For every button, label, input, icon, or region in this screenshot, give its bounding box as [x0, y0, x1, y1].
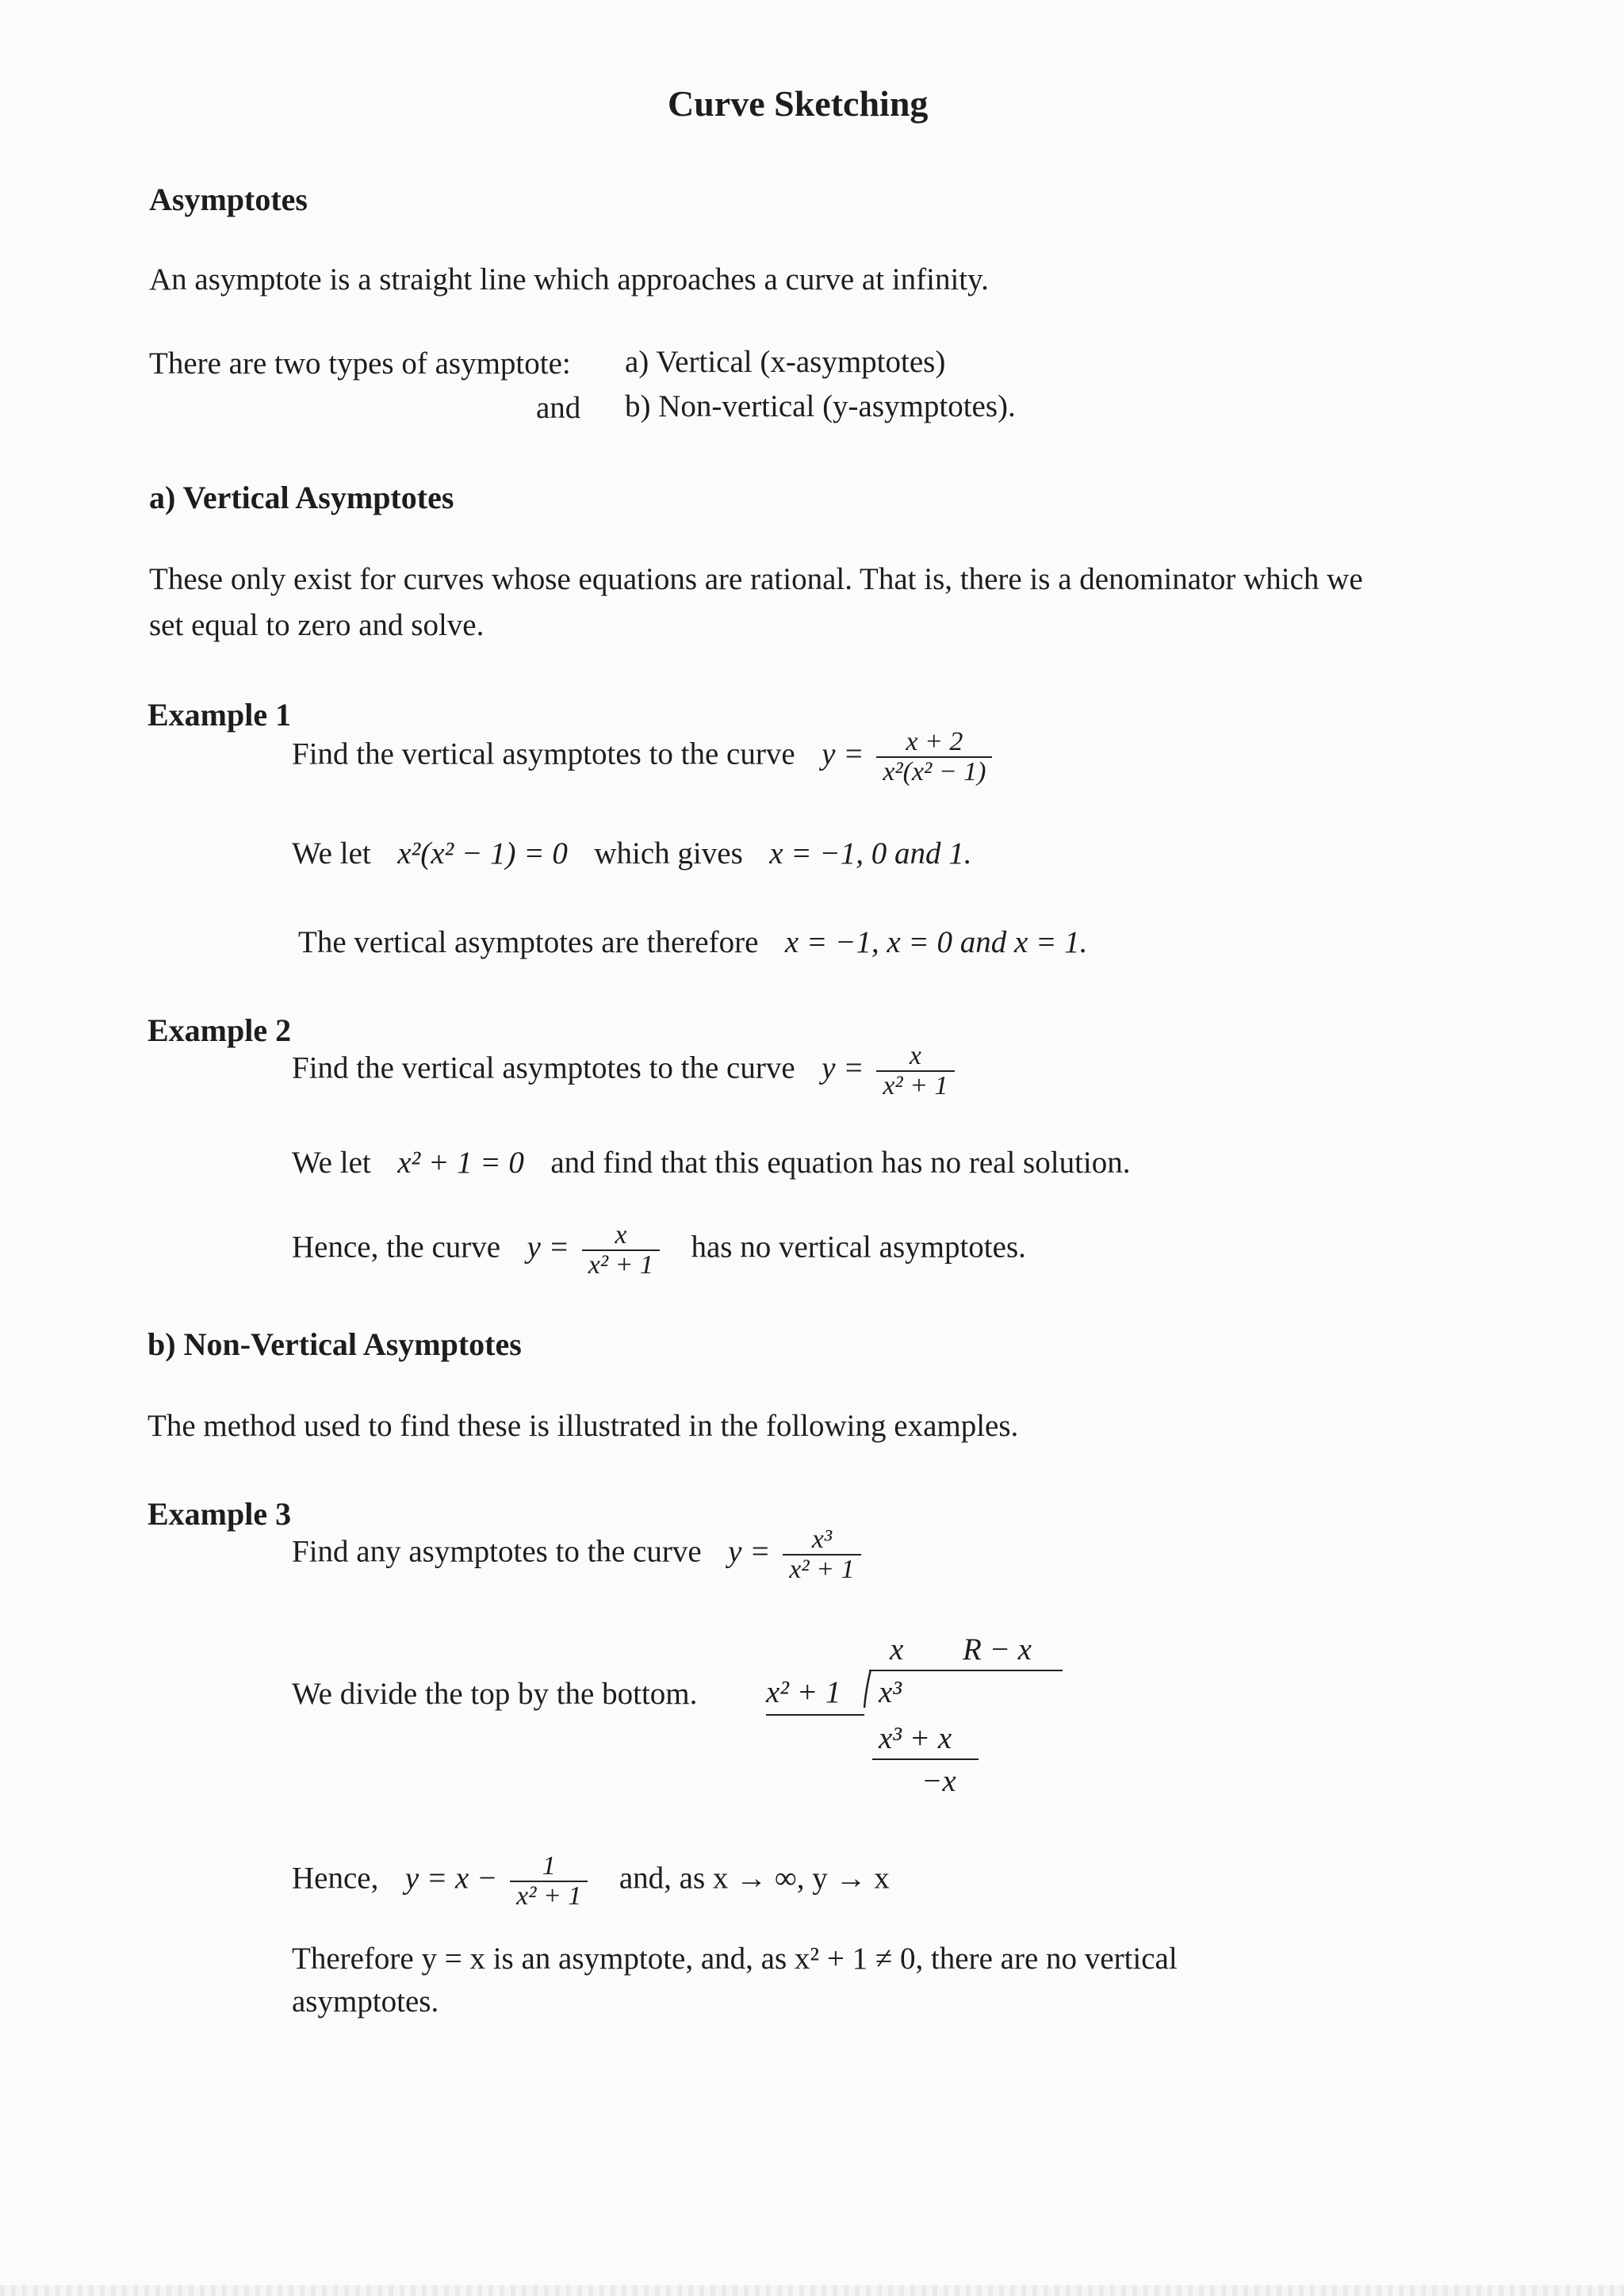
example2-conclusion-a: Hence, the curve: [292, 1230, 501, 1265]
example3-hence-a: Hence,: [292, 1861, 379, 1896]
example3-hence-eq: y = x −: [404, 1861, 498, 1896]
example2-frac-num: x: [909, 1041, 921, 1070]
example3-therefore-line2: asymptotes.: [292, 1984, 439, 2019]
example3-therefore-line1: Therefore y = x is an asymptote, and, as x² + 1 ≠ 0, there are no vertical: [292, 1942, 1178, 1976]
example1-step1-a: We let: [292, 836, 371, 871]
example2-conclusion-fraction: [582, 1221, 660, 1279]
example1-conclusion-b: x = −1, x = 0 and x = 1.: [784, 925, 1088, 959]
division-dividend: x³: [879, 1675, 902, 1709]
nonvertical-para: The method used to find these is illustrated in the following examples.: [147, 1409, 1019, 1443]
example2-frac-den: x² + 1: [876, 1070, 954, 1100]
example2-step1-eq: x² + 1 = 0: [397, 1146, 524, 1180]
vertical-heading: a) Vertical Asymptotes: [149, 480, 454, 515]
example1-prompt: Find the vertical asymptotes to the curve: [292, 737, 795, 771]
example1-conclusion: [298, 924, 1087, 960]
type-a: a) Vertical (x-asymptotes): [625, 345, 946, 379]
example1-y-eq: y =: [822, 737, 864, 771]
example1-fraction: [876, 728, 992, 786]
scan-edge-strip: [0, 2285, 1624, 2296]
example1-step1-eq: x²(x² − 1) = 0: [397, 836, 568, 871]
division-divisor: x² + 1: [766, 1675, 841, 1709]
example3-fraction: [783, 1525, 860, 1583]
example1-step1: [292, 836, 971, 871]
example3-hence: [292, 1852, 890, 1910]
example3-hence-frac-den: x² + 1: [510, 1881, 588, 1911]
division-divisor-underline: [766, 1714, 864, 1716]
example2-fraction: [876, 1042, 954, 1100]
example1-step1-b: which gives: [594, 836, 743, 871]
division-bracket: [863, 1668, 872, 1709]
example2-conclusion-y-eq: y =: [527, 1230, 569, 1265]
and-word: and: [536, 391, 581, 425]
example3-frac-num: x³: [811, 1525, 833, 1554]
types-intro: There are two types of asymptote:: [149, 346, 571, 381]
example3-label: Example 3: [147, 1496, 292, 1532]
example3-hence-fraction: [510, 1852, 588, 1910]
example3-prompt: Find any asymptotes to the curve: [292, 1534, 702, 1569]
division-quotient: x: [890, 1632, 904, 1667]
example2-y-eq: y =: [822, 1050, 864, 1085]
division-top-bar: [869, 1670, 1063, 1671]
asymptotes-heading: Asymptotes: [149, 182, 308, 217]
type-b: b) Non-vertical (y-asymptotes).: [625, 389, 1016, 423]
example3-prompt-line: [292, 1525, 866, 1583]
division-bracket-shape: [863, 1668, 872, 1709]
example2-conclusion-frac-den: x² + 1: [582, 1249, 660, 1280]
example2-label: Example 2: [147, 1012, 292, 1048]
division-remainder-label: R − x: [963, 1632, 1032, 1667]
nonvertical-heading: b) Non-Vertical Asymptotes: [147, 1326, 522, 1362]
example3-divide-text: We divide the top by the bottom.: [292, 1677, 698, 1711]
vertical-para-line1: These only exist for curves whose equations are rational. That is, there is a denominator which we: [149, 562, 1363, 596]
division-subtract-line: x³ + x: [879, 1721, 952, 1755]
example2-conclusion: [292, 1221, 1026, 1279]
example3-y-eq: y =: [728, 1534, 771, 1569]
example3-frac-den: x² + 1: [783, 1554, 860, 1584]
example2-prompt-line: [292, 1042, 959, 1100]
example2-prompt: Find the vertical asymptotes to the curve: [292, 1050, 795, 1085]
example2-step1: [292, 1145, 1131, 1181]
vertical-para-line2: set equal to zero and solve.: [149, 608, 485, 642]
definition-text: An asymptote is a straight line which approaches a curve at infinity.: [149, 262, 989, 297]
example1-frac-den: x²(x² − 1): [876, 756, 992, 786]
example2-conclusion-frac-num: x: [615, 1220, 627, 1249]
example1-conclusion-a: The vertical asymptotes are therefore: [298, 925, 759, 959]
example2-step1-b: and find that this equation has no real solution.: [550, 1146, 1131, 1180]
example2-conclusion-b: has no vertical asymptotes.: [691, 1230, 1026, 1265]
example2-step1-a: We let: [292, 1146, 371, 1180]
example3-hence-frac-num: 1: [542, 1851, 556, 1881]
division-subtract-rule: [872, 1758, 979, 1760]
page-title: Curve Sketching: [668, 83, 929, 124]
example1-label: Example 1: [147, 697, 292, 733]
division-result: −x: [921, 1764, 956, 1798]
example1-step1-sol: x = −1, 0 and 1.: [769, 836, 972, 871]
example1-frac-num: x + 2: [906, 727, 963, 756]
example3-hence-b: and, as x → ∞, y → x: [619, 1861, 890, 1896]
example1-prompt-line: [292, 728, 997, 786]
